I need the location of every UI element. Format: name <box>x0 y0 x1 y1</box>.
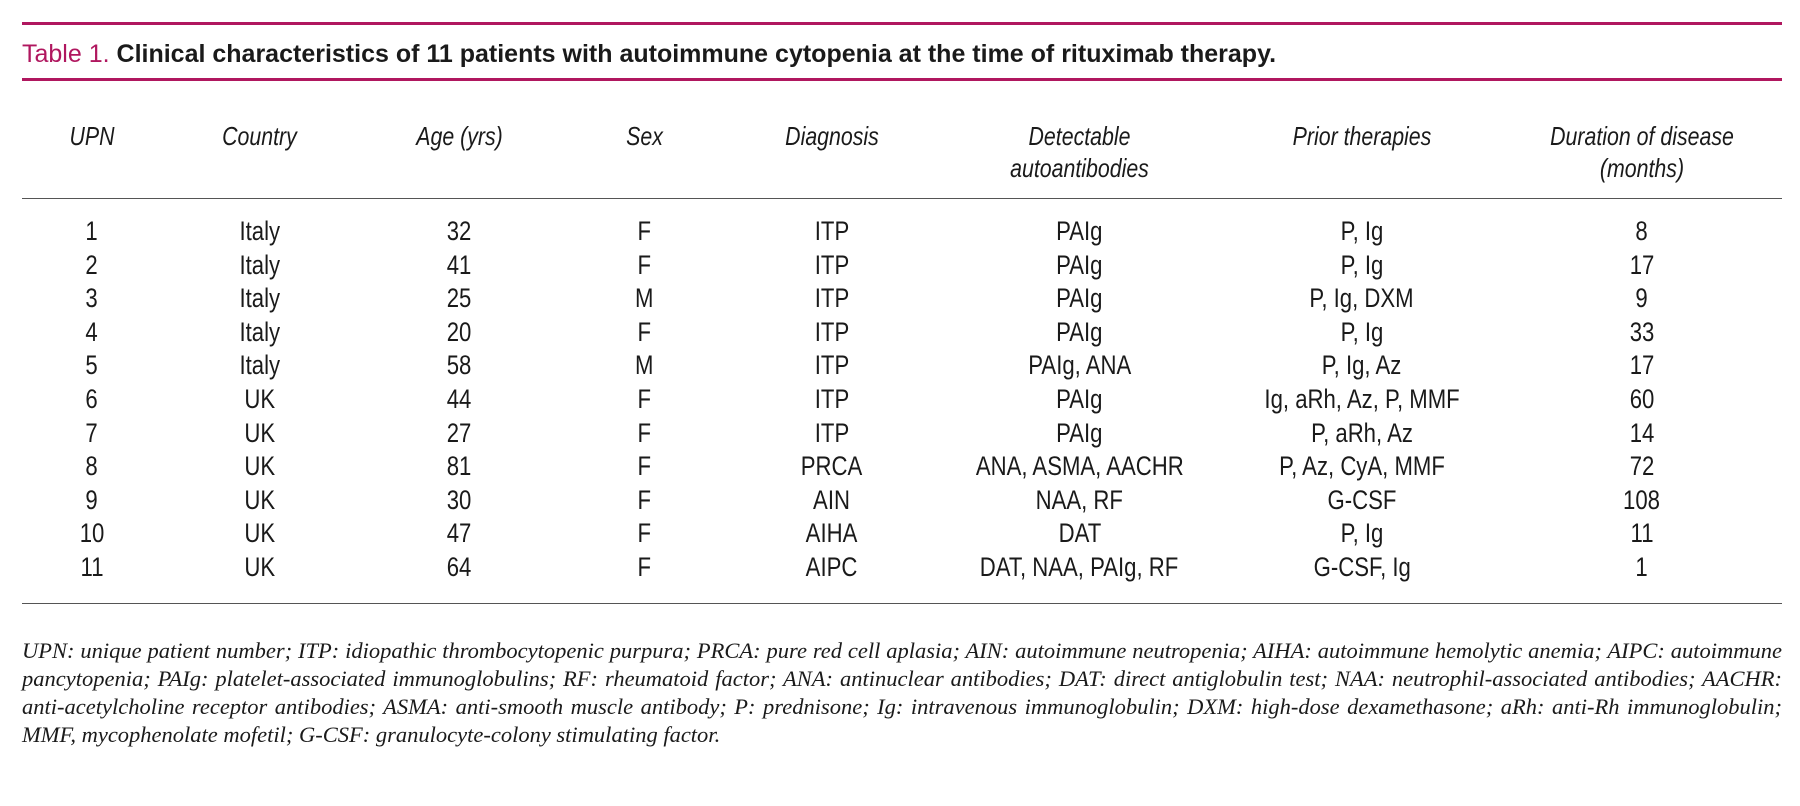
cell-country <box>162 249 357 283</box>
cell-prior-therapies <box>1222 282 1502 316</box>
cell-sex <box>562 450 727 484</box>
cell-text: 32 <box>447 216 472 246</box>
cell-upn <box>22 316 162 350</box>
cell-text: 11 <box>80 551 104 582</box>
cell-sex <box>562 249 727 283</box>
cell-sex <box>562 316 727 350</box>
cell-text: ITP <box>814 283 850 314</box>
cell-sex <box>562 349 727 383</box>
cell-prior-therapies <box>1222 316 1502 350</box>
cell-text: 20 <box>447 316 472 347</box>
cell-country <box>162 349 357 383</box>
cell-country <box>162 517 357 551</box>
caption-label: Table 1. <box>22 40 110 68</box>
cell-text: Italy <box>239 350 280 381</box>
cell-upn <box>22 383 162 417</box>
cell-text: 25 <box>447 283 472 314</box>
cell-duration <box>1502 282 1782 316</box>
cell-text: 60 <box>1629 383 1655 414</box>
table-row <box>22 383 1782 417</box>
cell-text: ITP <box>814 216 850 246</box>
cell-text: M <box>635 350 654 381</box>
cell-autoantibodies <box>937 484 1222 518</box>
cell-text: 81 <box>447 451 472 482</box>
header-age: Age (yrs) <box>416 121 503 151</box>
cell-text: PAIg <box>1056 383 1103 414</box>
cell-country <box>162 484 357 518</box>
cell-text: P, Ig <box>1340 316 1384 347</box>
cell-sex <box>562 551 727 603</box>
table-row <box>22 249 1782 283</box>
cell-duration <box>1502 316 1782 350</box>
cell-duration <box>1502 199 1782 249</box>
cell-duration <box>1502 349 1782 383</box>
cell-text: F <box>637 383 652 414</box>
cell-autoantibodies <box>937 249 1222 283</box>
header-diagnosis: Diagnosis <box>785 121 879 151</box>
cell-diagnosis <box>727 383 937 417</box>
cell-text: PAIg <box>1056 417 1103 448</box>
cell-diagnosis <box>727 551 937 603</box>
cell-diagnosis <box>727 282 937 316</box>
cell-text: PAIg <box>1056 249 1103 280</box>
cell-age <box>357 484 562 518</box>
cell-diagnosis <box>727 517 937 551</box>
cell-text: F <box>637 216 652 246</box>
cell-age <box>357 349 562 383</box>
cell-text: 44 <box>447 383 472 414</box>
cell-diagnosis <box>727 450 937 484</box>
table-row <box>22 417 1782 451</box>
cell-duration <box>1502 484 1782 518</box>
cell-text: ANA, ASMA, AACHR <box>975 451 1184 482</box>
cell-text: UK <box>244 417 275 448</box>
cell-upn <box>22 282 162 316</box>
cell-autoantibodies <box>937 517 1222 551</box>
clinical-characteristics-table <box>22 120 1782 604</box>
table-row <box>22 282 1782 316</box>
cell-text: ITP <box>814 383 850 414</box>
cell-upn <box>22 349 162 383</box>
cell-text: G-CSF <box>1327 484 1397 515</box>
cell-text: UK <box>244 383 275 414</box>
cell-prior-therapies <box>1222 199 1502 249</box>
cell-text: 11 <box>1630 518 1654 549</box>
cell-duration <box>1502 249 1782 283</box>
cell-diagnosis <box>727 199 937 249</box>
cell-country <box>162 383 357 417</box>
cell-duration <box>1502 417 1782 451</box>
cell-text: F <box>637 518 652 549</box>
cell-text: P, Ig <box>1340 249 1384 280</box>
cell-autoantibodies <box>937 450 1222 484</box>
cell-prior-therapies <box>1222 417 1502 451</box>
cell-text: 8 <box>1635 216 1649 246</box>
cell-text: P, Ig, Az <box>1322 350 1402 381</box>
cell-age <box>357 450 562 484</box>
cell-text: F <box>637 417 652 448</box>
header-duration: Duration of disease (months) <box>1550 121 1734 183</box>
table-row <box>22 517 1782 551</box>
cell-sex <box>562 282 727 316</box>
cell-text: 6 <box>85 383 99 414</box>
cell-text: P, Ig, DXM <box>1309 283 1415 314</box>
table-row <box>22 484 1782 518</box>
cell-autoantibodies <box>937 551 1222 603</box>
cell-upn <box>22 551 162 603</box>
cell-age <box>357 249 562 283</box>
cell-autoantibodies <box>937 383 1222 417</box>
cell-text: ITP <box>814 350 850 381</box>
cell-sex <box>562 517 727 551</box>
cell-country <box>162 199 357 249</box>
cell-text: 72 <box>1629 451 1655 482</box>
caption-bottom-rule <box>22 78 1782 81</box>
cell-text: UK <box>244 518 275 549</box>
cell-text: F <box>637 451 652 482</box>
top-accent-rule <box>22 22 1782 25</box>
cell-text: Italy <box>239 216 280 246</box>
cell-text: 33 <box>1629 316 1655 347</box>
table-body <box>22 199 1782 604</box>
cell-text: PRCA <box>801 451 863 482</box>
cell-text: P, aRh, Az <box>1311 417 1413 448</box>
cell-text: Italy <box>239 283 280 314</box>
cell-text: UK <box>244 551 275 582</box>
cell-text: 41 <box>447 249 472 280</box>
cell-text: 1 <box>85 216 99 246</box>
header-upn: UPN <box>69 121 115 151</box>
cell-text: UK <box>244 484 275 515</box>
cell-sex <box>562 383 727 417</box>
cell-prior-therapies <box>1222 450 1502 484</box>
cell-text: Italy <box>239 316 280 347</box>
cell-text: 17 <box>1629 249 1655 280</box>
cell-text: M <box>635 283 654 314</box>
cell-text: P, Ig <box>1340 518 1384 549</box>
cell-upn <box>22 199 162 249</box>
cell-text: Ig, aRh, Az, P, MMF <box>1264 383 1460 414</box>
cell-diagnosis <box>727 316 937 350</box>
cell-text: PAIg <box>1056 316 1103 347</box>
cell-text: 3 <box>85 283 99 314</box>
cell-text: 17 <box>1629 350 1655 381</box>
cell-duration <box>1502 450 1782 484</box>
cell-autoantibodies <box>937 199 1222 249</box>
cell-autoantibodies <box>937 316 1222 350</box>
cell-sex <box>562 484 727 518</box>
cell-text: G-CSF, Ig <box>1313 551 1411 582</box>
cell-text: UK <box>244 451 275 482</box>
caption-text: Clinical characteristics of 11 patients with autoimmune cytopenia at the time of rituximab therapy. <box>116 40 1277 68</box>
cell-prior-therapies <box>1222 517 1502 551</box>
cell-text: 4 <box>85 316 99 347</box>
cell-upn <box>22 517 162 551</box>
header-autoantibodies: Detectable autoantibodies <box>1010 121 1149 183</box>
cell-text: 14 <box>1629 417 1655 448</box>
cell-prior-therapies <box>1222 349 1502 383</box>
cell-text: PAIg, ANA <box>1028 350 1131 381</box>
cell-text: 64 <box>447 551 472 582</box>
cell-diagnosis <box>727 349 937 383</box>
cell-text: 8 <box>85 451 99 482</box>
cell-duration <box>1502 517 1782 551</box>
cell-country <box>162 316 357 350</box>
cell-upn <box>22 417 162 451</box>
cell-text: DAT <box>1058 518 1101 549</box>
cell-text: 9 <box>85 484 99 515</box>
cell-diagnosis <box>727 484 937 518</box>
cell-text: 1 <box>1635 551 1649 582</box>
cell-prior-therapies <box>1222 383 1502 417</box>
cell-duration <box>1502 551 1782 603</box>
cell-text: F <box>637 249 652 280</box>
cell-text: P, Az, CyA, MMF <box>1279 451 1445 482</box>
cell-age <box>357 517 562 551</box>
cell-text: F <box>637 316 652 347</box>
cell-sex <box>562 199 727 249</box>
cell-text: AIN <box>813 484 851 515</box>
cell-upn <box>22 249 162 283</box>
cell-diagnosis <box>727 249 937 283</box>
header-prior-therapies: Prior therapies <box>1292 121 1432 151</box>
cell-upn <box>22 484 162 518</box>
cell-text: 58 <box>447 350 472 381</box>
cell-autoantibodies <box>937 349 1222 383</box>
table-row <box>22 551 1782 603</box>
cell-prior-therapies <box>1222 551 1502 603</box>
cell-text: F <box>637 551 652 582</box>
table-row <box>22 450 1782 484</box>
cell-autoantibodies <box>937 282 1222 316</box>
header-country: Country <box>222 121 297 151</box>
cell-text: F <box>637 484 652 515</box>
table-row <box>22 349 1782 383</box>
cell-age <box>357 417 562 451</box>
table-header-row <box>22 120 1782 199</box>
cell-upn <box>22 450 162 484</box>
cell-text: 9 <box>1635 283 1649 314</box>
cell-text: AIPC <box>806 551 858 582</box>
cell-age <box>357 316 562 350</box>
cell-text: 2 <box>85 249 99 280</box>
cell-sex <box>562 417 727 451</box>
header-sex: Sex <box>626 121 663 151</box>
cell-text: NAA, RF <box>1035 484 1124 515</box>
cell-text: PAIg <box>1056 283 1103 314</box>
cell-text: P, Ig <box>1340 216 1384 246</box>
cell-country <box>162 417 357 451</box>
cell-text: AIHA <box>806 518 858 549</box>
table-footnote: UPN: unique patient number; ITP: idiopathic thrombocytopenic purpura; PRCA: pure red cell aplasia; AIN: autoimmune neutropenia; AIHA: autoimmune hemolytic anemia; AIPC: autoimmune pancytopenia; PAIg: platelet-associated immunoglobulins; RF: rheumatoid factor; ANA: antinuclear antibodies; DAT: direct antiglobulin test; NAA: neutrophil-associated antibodies; AACHR: anti-acetylcholine receptor antibodies; ASMA: anti-smooth muscle antibody; P: prednisone; Ig: intravenous immunoglobulin; DXM: high-dose dexamethasone; aRh: anti-Rh immunoglobulin; MMF, mycophenolate mofetil; G-CSF: granulocyte-colony stimulating factor. <box>22 638 1782 747</box>
cell-text: Italy <box>239 249 280 280</box>
cell-age <box>357 383 562 417</box>
cell-prior-therapies <box>1222 249 1502 283</box>
cell-text: 47 <box>447 518 472 549</box>
cell-prior-therapies <box>1222 484 1502 518</box>
table-caption <box>22 40 1782 69</box>
cell-text: 108 <box>1623 484 1661 515</box>
cell-text: 7 <box>85 417 99 448</box>
cell-text: 30 <box>447 484 472 515</box>
cell-country <box>162 282 357 316</box>
cell-age <box>357 551 562 603</box>
cell-age <box>357 199 562 249</box>
cell-age <box>357 282 562 316</box>
cell-text: DAT, NAA, PAIg, RF <box>980 551 1179 582</box>
cell-diagnosis <box>727 417 937 451</box>
cell-text: 10 <box>79 518 105 549</box>
cell-text: 27 <box>447 417 472 448</box>
cell-country <box>162 450 357 484</box>
cell-text: ITP <box>814 316 850 347</box>
cell-autoantibodies <box>937 417 1222 451</box>
cell-country <box>162 551 357 603</box>
table-row <box>22 199 1782 249</box>
cell-text: ITP <box>814 249 850 280</box>
table-row <box>22 316 1782 350</box>
cell-text: PAIg <box>1056 216 1103 246</box>
cell-text: 5 <box>85 350 99 381</box>
cell-text: ITP <box>814 417 850 448</box>
cell-duration <box>1502 383 1782 417</box>
